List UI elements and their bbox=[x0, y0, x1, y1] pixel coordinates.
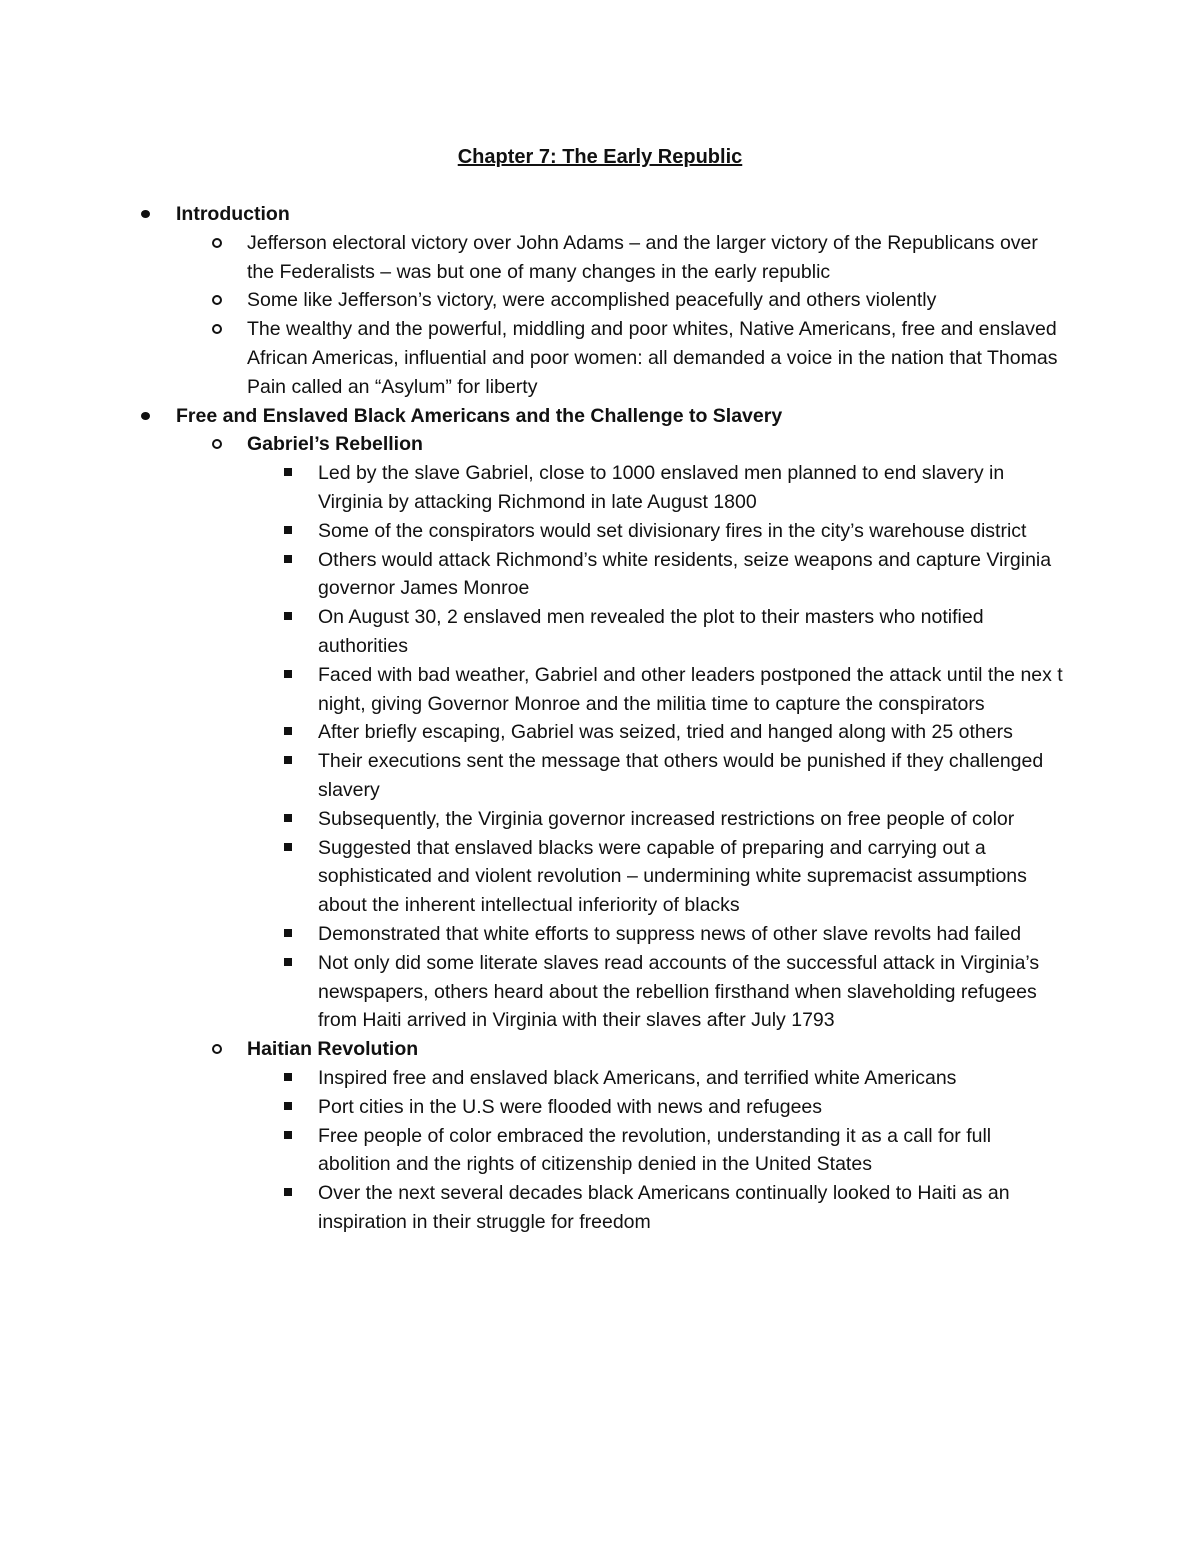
list-item bbox=[0, 1093, 1200, 1122]
subsection-gabriels-rebellion bbox=[0, 430, 1200, 1035]
list-item-text: Inspired free and enslaved black Americans, and terrified white Americans bbox=[318, 1066, 957, 1089]
list-item-text: The wealthy and the powerful, middling and poor whites, Native Americans, free and enslaved African Americas, influential and poor women: all demanded a voice in the nation that Thomas Pain called an “Asylum” for liberty bbox=[247, 318, 1058, 398]
list-item bbox=[0, 286, 1200, 315]
list-item bbox=[0, 834, 1200, 920]
disc-bullet-icon bbox=[141, 412, 150, 420]
list-item bbox=[0, 603, 1200, 661]
list-item bbox=[0, 1179, 1200, 1237]
subsection-heading: Gabriel’s Rebellion bbox=[247, 433, 423, 456]
list-item-text: Led by the slave Gabriel, close to 1000 enslaved men planned to end slavery in Virginia by attacking Richmond in late August 1800 bbox=[318, 462, 1005, 513]
list-item-text: Over the next several decades black Americans continually looked to Haiti as an inspiration in their struggle for freedom bbox=[318, 1182, 1010, 1233]
section-heading: Free and Enslaved Black Americans and the Challenge to Slavery bbox=[176, 404, 783, 427]
list-item-text: Others would attack Richmond’s white residents, seize weapons and capture Virginia governor James Monroe bbox=[318, 548, 1052, 600]
square-bullet-icon bbox=[284, 727, 292, 735]
section-black-americans bbox=[0, 402, 1200, 1237]
list-item bbox=[0, 1064, 1200, 1093]
section-heading: Introduction bbox=[176, 203, 290, 225]
list-item bbox=[0, 920, 1200, 949]
subsection-list bbox=[0, 459, 1200, 1035]
list-item bbox=[0, 661, 1200, 719]
list-item-text: Suggested that enslaved blacks were capable of preparing and carrying out a sophisticated and violent revolution – undermining white supremacist assumptions about the inherent intellectual inferiority of blacks bbox=[318, 836, 1027, 917]
list-item-text: Jefferson electoral victory over John Adams – and the larger victory of the Republicans over the Federalists – was but one of many changes in the early republic bbox=[247, 231, 1038, 283]
square-bullet-icon bbox=[284, 756, 292, 764]
list-item-text: Not only did some literate slaves read accounts of the successful attack in Virginia’s newspapers, others heard about the rebellion firsthand when slaveholding refugees from Haiti arrived in Virginia with their slaves after July 1793 bbox=[318, 951, 1040, 1032]
page-title: Chapter 7: The Early Republic bbox=[457, 146, 743, 168]
list-item-text: After briefly escaping, Gabriel was seized, tried and hanged along with 25 others bbox=[318, 721, 1013, 744]
square-bullet-icon bbox=[284, 814, 292, 822]
square-bullet-icon bbox=[284, 555, 292, 563]
circle-bullet-icon bbox=[212, 1044, 222, 1054]
list-item-text: On August 30, 2 enslaved men revealed the plot to their masters who notified authorities bbox=[318, 606, 984, 657]
circle-bullet-icon bbox=[212, 324, 222, 334]
square-bullet-icon bbox=[284, 843, 292, 851]
subsection-list bbox=[0, 1064, 1200, 1237]
list-item-text: Their executions sent the message that others would be punished if they challenged slavery bbox=[318, 750, 1044, 801]
list-item bbox=[0, 949, 1200, 1035]
list-item-text: Free people of color embraced the revolution, understanding it as a call for full abolition and the rights of citizenship denied in the United States bbox=[318, 1124, 992, 1176]
square-bullet-icon bbox=[284, 1131, 292, 1139]
square-bullet-icon bbox=[284, 1188, 292, 1196]
list-item-text: Port cities in the U.S were flooded with news and refugees bbox=[318, 1095, 823, 1118]
list-item-text: Subsequently, the Virginia governor increased restrictions on free people of color bbox=[318, 807, 1015, 830]
list-item-text: Some of the conspirators would set divisionary fires in the city’s warehouse district bbox=[318, 519, 1027, 542]
list-item bbox=[0, 517, 1200, 546]
list-item bbox=[0, 805, 1200, 834]
section-introduction bbox=[0, 200, 1200, 402]
disc-bullet-icon bbox=[141, 210, 150, 218]
square-bullet-icon bbox=[284, 526, 292, 534]
square-bullet-icon bbox=[284, 1102, 292, 1110]
outline bbox=[0, 200, 1200, 1237]
list-item bbox=[0, 747, 1200, 805]
square-bullet-icon bbox=[284, 1073, 292, 1081]
subsection-heading: Haitian Revolution bbox=[247, 1038, 419, 1061]
list-item bbox=[0, 718, 1200, 747]
list-item bbox=[0, 315, 1200, 401]
list-item bbox=[0, 546, 1200, 604]
list-item bbox=[0, 1122, 1200, 1180]
circle-bullet-icon bbox=[212, 439, 222, 449]
list-item-text: Some like Jefferson’s victory, were accomplished peacefully and others violently bbox=[247, 289, 937, 312]
square-bullet-icon bbox=[284, 468, 292, 476]
list-item-text: Demonstrated that white efforts to suppress news of other slave revolts had failed bbox=[318, 922, 1022, 945]
subsection-haitian-revolution bbox=[0, 1035, 1200, 1237]
section-list bbox=[0, 430, 1200, 1236]
circle-bullet-icon bbox=[212, 238, 222, 248]
list-item bbox=[0, 229, 1200, 287]
square-bullet-icon bbox=[284, 958, 292, 966]
square-bullet-icon bbox=[284, 670, 292, 678]
square-bullet-icon bbox=[284, 929, 292, 937]
list-item bbox=[0, 459, 1200, 517]
circle-bullet-icon bbox=[212, 295, 222, 305]
square-bullet-icon bbox=[284, 612, 292, 620]
section-list bbox=[0, 229, 1200, 402]
list-item-text: Faced with bad weather, Gabriel and other leaders postponed the attack until the nex t night, giving Governor Monroe and the militia time to capture the conspirators bbox=[318, 663, 1063, 715]
